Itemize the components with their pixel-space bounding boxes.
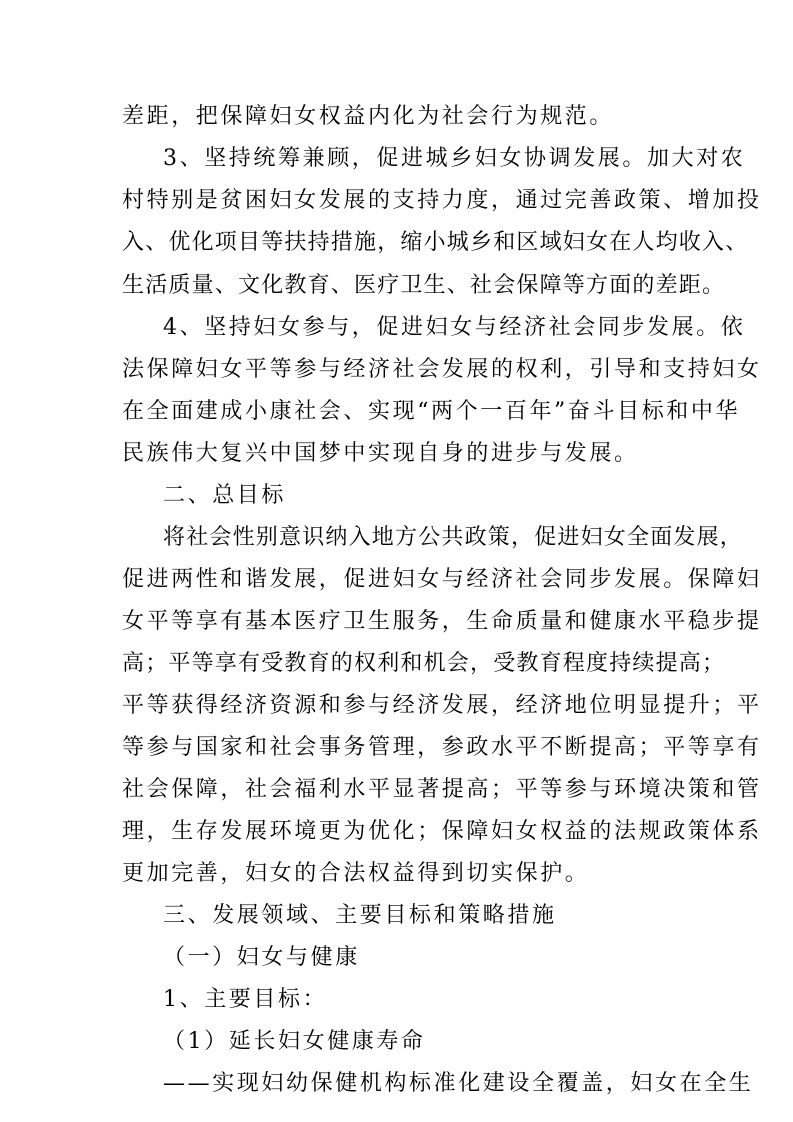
body-text-line: 法保障妇女平等参与经济社会发展的权利，引导和支持妇女 (122, 357, 762, 382)
section-heading-development-areas: 三、发展领域、主要目标和策略措施 (163, 903, 557, 928)
body-text-line: ——实现妇幼保健机构标准化建设全覆盖，妇女在全生 (163, 1071, 754, 1096)
body-text-line: 差距，把保障妇女权益内化为社会行为规范。 (122, 104, 615, 129)
subheading-extend-healthy-life: （1）延长妇女健康寿命 (163, 1029, 426, 1054)
body-text-line: 理，生存发展环境更为优化；保障妇女权益的法规政策体系 (122, 819, 762, 844)
body-text-line: 社会保障，社会福利水平显著提高；平等参与环境决策和管 (122, 777, 762, 802)
subheading-main-goals: 1、主要目标： (163, 987, 328, 1012)
principle-4-heading-line: 4、坚持妇女参与，促进妇女与经济社会同步发展。依 (163, 315, 746, 340)
body-text-line: 在全面建成小康社会、实现“两个一百年”奋斗目标和中华 (122, 399, 741, 424)
body-text-line: 民族伟大复兴中国梦中实现自身的进步与发展。 (122, 441, 639, 466)
body-text-line: 村特别是贫困妇女发展的支持力度，通过完善政策、增加投 (122, 188, 762, 213)
principle-3-heading-line: 3、坚持统筹兼顾，促进城乡妇女协调发展。加大对农 (163, 146, 746, 171)
body-text-line: 生活质量、文化教育、医疗卫生、社会保障等方面的差距。 (122, 273, 726, 298)
body-text-line: 将社会性别意识纳入地方公共政策，促进妇女全面发展， (163, 525, 744, 550)
body-text-line: 平等获得经济资源和参与经济发展，经济地位明显提升；平 (122, 693, 762, 718)
body-text-line: 入、优化项目等扶持措施，缩小城乡和区域妇女在人均收入、 (122, 230, 749, 255)
subsection-heading-women-and-health: （一）妇女与健康 (163, 945, 360, 970)
body-text-line: 高；平等享有受教育的权利和机会，受教育程度持续提高； (122, 651, 726, 676)
body-text-line: 促进两性和谐发展，促进妇女与经济社会同步发展。保障妇 (122, 567, 762, 592)
body-text-line: 女平等享有基本医疗卫生服务，生命质量和健康水平稳步提 (122, 609, 762, 634)
section-heading-overall-goals: 二、总目标 (163, 483, 287, 508)
body-text-line: 更加完善，妇女的合法权益得到切实保护。 (122, 861, 590, 886)
body-text-line: 等参与国家和社会事务管理，参政水平不断提高；平等享有 (122, 735, 762, 760)
